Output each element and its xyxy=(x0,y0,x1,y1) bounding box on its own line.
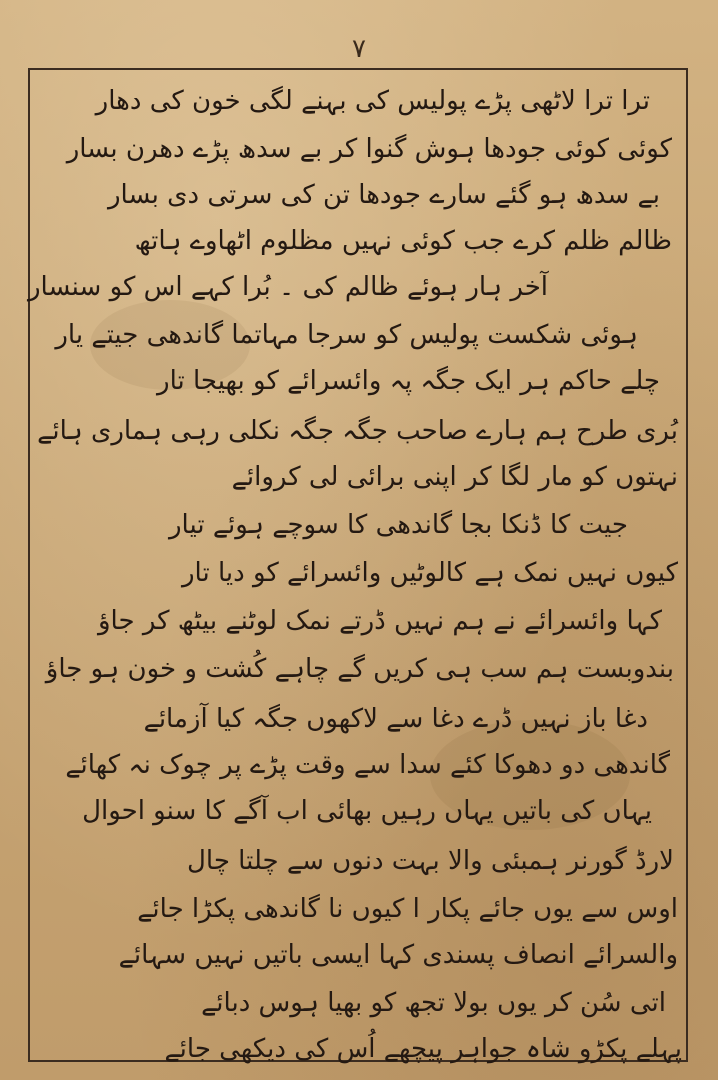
page-number: ۷ xyxy=(352,34,366,64)
verse-line: پہلے پکڑو شاہ جواہر پیچھے اُس کی دیکھی جائے xyxy=(164,1034,682,1064)
verse-line: دغا باز نہیں ڈرے دغا سے لاکھوں جگہ کیا آزمائے xyxy=(143,704,648,734)
verse-line: بے سدھ ہو گئے سارے جودھا تن کی سرتی دی بسار xyxy=(108,180,660,210)
verse-line: لارڈ گورنر ہمبئی والا بہت دنوں سے چلتا چال xyxy=(187,846,674,876)
verse-line: گاندھی دو دھوکا کئے سدا سے وقت پڑے پر چوک نہ کھائے xyxy=(65,750,670,780)
verse-line: چلے حاکم ہر ایک جگہ پہ وائسرائے کو بھیجا تار xyxy=(157,366,660,396)
verse-line: ترا ترا لاٹھی پڑے پولیس کی بہنے لگی خون کی دھار xyxy=(95,86,650,116)
verse-line: کیوں نہیں نمک ہے کالوٹیں وائسرائے کو دیا تار xyxy=(181,558,678,588)
verse-line: اوس سے یوں جائے پکار ا کیوں نا گاندھی پکڑا جائے xyxy=(137,894,678,924)
verse-line: آخر ہار ہوئے ظالم کی ۔ بُرا کہے اس کو سنسار xyxy=(28,272,548,302)
verse-line: نہتوں کو مار لگا کر اپنی برائی لی کروائے xyxy=(231,462,678,492)
verse-line: اتی سُن کر یوں بولا تجھ کو بھیا ہوس دبائے xyxy=(201,988,666,1018)
verse-line: کوئی کوئی جودھا ہوش گنوا کر بے سدھ پڑے دھرن بسار xyxy=(66,134,672,164)
verse-line: ظالم ظلم کرے جب کوئی نہیں مظلوم اٹھاوے ہاتھ xyxy=(134,226,672,256)
verse-line: بُری طرح ہم ہارے صاحب جگہ جگہ نکلی رہی ہماری ہائے xyxy=(37,416,678,446)
verse-line: جیت کا ڈنکا بجا گاندھی کا سوچے ہوئے تیار xyxy=(169,510,628,540)
verse-line: ہوئی شکست پولیس کو سرجا مہاتما گاندھی جیتے یار xyxy=(55,320,638,350)
verse-line: کہا وائسرائے نے ہم نہیں ڈرتے نمک لوٹنے بیٹھ کر جاؤ xyxy=(98,606,662,636)
verse-line: والسرائے انصاف پسندی کہا ایسی باتیں نہیں سہائے xyxy=(118,940,678,970)
verse-line: بندوبست ہم سب ہی کریں گے چاہے کُشت و خون ہو جاؤ xyxy=(45,654,674,684)
verse-line: یہاں کی باتیں یہاں رہیں بھائی اب آگے کا سنو احوال xyxy=(82,796,652,826)
